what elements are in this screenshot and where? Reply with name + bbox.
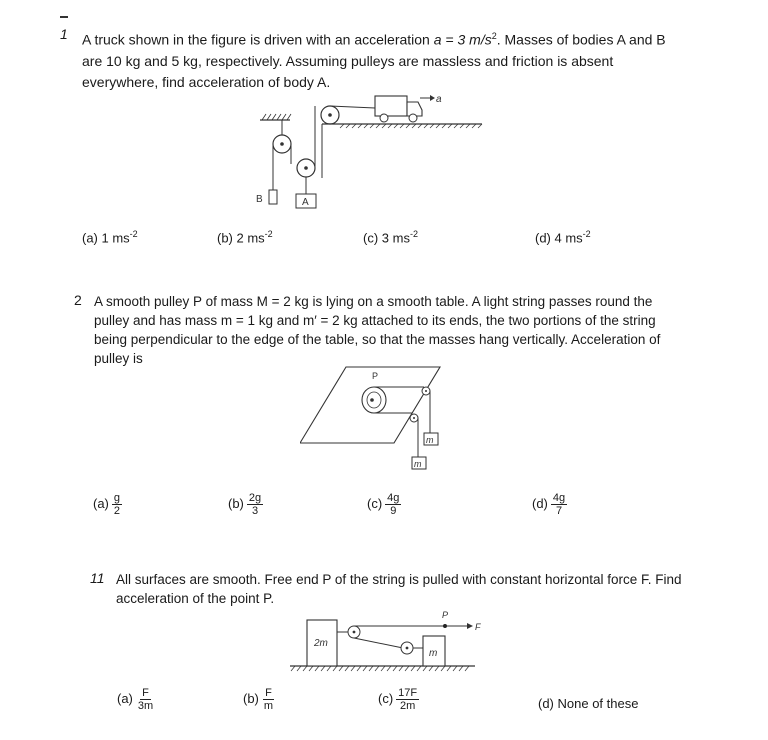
- q1-option-c[interactable]: (c) 3 $ms^{-2}$: [363, 229, 418, 246]
- q11-option-d[interactable]: (d) None of these: [538, 696, 639, 711]
- svg-text:F: F: [475, 622, 481, 632]
- q1-line1: A truck shown in the figure is driven with an acceleration: [82, 31, 430, 48]
- q2-option-b[interactable]: (b) $\frac{2g}{3}$: [228, 492, 262, 517]
- q2-text: [94, 292, 724, 368]
- q2-option-c[interactable]: (c) $\frac{4g}{9}$: [367, 492, 400, 517]
- svg-text:m: m: [426, 435, 434, 445]
- q2-option-d[interactable]: (d) $\frac{4g}{7}$: [532, 492, 566, 517]
- q2-option-a[interactable]: (a) $\frac{g}{2}$: [93, 492, 121, 517]
- q2-number: 2: [74, 292, 82, 308]
- q1-line1-end: . Masses of bodies A and B: [496, 31, 666, 48]
- q1-accel: a = 3 m/s: [433, 31, 492, 48]
- q1-label-B: B: [256, 194, 263, 205]
- q2-label-P: P: [372, 371, 379, 381]
- q1-line2: are 10 kg and 5 kg, respectively. Assuming pulleys are massless and friction is absent: [82, 52, 614, 69]
- q11-text: [116, 570, 726, 608]
- q11-option-a[interactable]: (a) $\frac{F}{3m}$: [117, 687, 154, 712]
- q1-line3: everywhere, find acceleration of body A.: [82, 73, 331, 90]
- q11-option-b[interactable]: (b) $\frac{F}{m}$: [243, 687, 274, 712]
- q2-line1: A smooth pulley P of mass M = 2 kg is lying on a smooth table. A light string passes round the: [94, 294, 653, 309]
- q1-number: 1: [60, 26, 68, 42]
- q1-option-d[interactable]: (d) 4 $ms^{-2}$: [535, 229, 591, 246]
- q2-figure: [300, 365, 450, 475]
- q11-line1: All surfaces are smooth. Free end P of the string is pulled with constant horizontal force F. Find: [116, 572, 682, 587]
- svg-text:2m: 2m: [314, 638, 328, 649]
- q1-accel-exp: 2: [491, 31, 497, 41]
- q11-figure: [285, 608, 485, 676]
- q11-line2: acceleration of the point P.: [116, 591, 275, 606]
- q11-point-P: [443, 624, 447, 628]
- svg-text:P: P: [442, 610, 449, 620]
- q11-option-c[interactable]: (c) $\frac{17F}{2m}$: [378, 687, 418, 712]
- q1-option-a[interactable]: (a) 1 $ms^{-2}$: [82, 229, 138, 246]
- q1-truck: [375, 96, 422, 122]
- top-dash: [60, 16, 68, 18]
- q1-label-a: a: [436, 94, 442, 105]
- q2-line2: pulley and has mass m = 1 kg and m′ = 2 kg attached to its ends, the two portions of the string: [94, 313, 656, 328]
- q1-option-b[interactable]: (b) 2 $ms^{-2}$: [217, 229, 273, 246]
- q11-number: 11: [90, 570, 105, 586]
- q1-text: [82, 26, 722, 93]
- q1-block-B: [269, 190, 277, 204]
- q1-label-A: A: [302, 197, 309, 208]
- svg-text:m: m: [414, 459, 422, 469]
- svg-text:m: m: [429, 648, 438, 659]
- q2-line3: being perpendicular to the edge of the table, so that the masses hang vertically. Acceleration of: [94, 332, 661, 347]
- q2-line4: pulley is: [94, 351, 143, 366]
- q1-figure: [250, 88, 500, 213]
